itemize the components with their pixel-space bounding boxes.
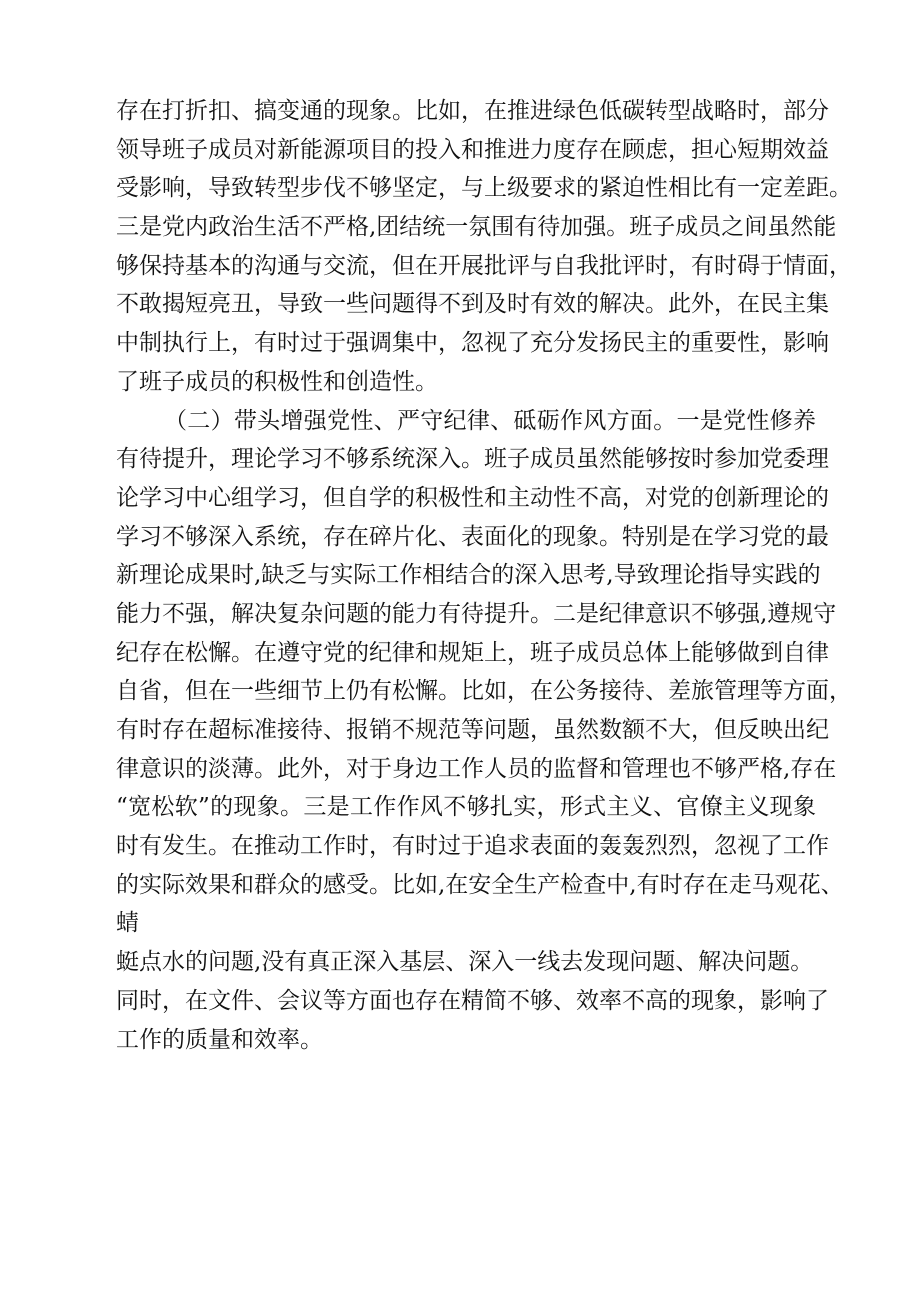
text-line: 有待提升，理论学习不够系统深入。班子成员虽然能够按时参加党委理 <box>116 446 829 473</box>
text-line: 了班子成员的积极性和创造性。 <box>116 368 438 395</box>
text-line: 的实际效果和群众的感受。比如,在安全生产检查中,有时存在走马观花、 <box>116 871 844 898</box>
text-line: 能力不强，解决复杂问题的能力有待提升。二是纪律意识不够强,遵规守 <box>116 600 837 627</box>
text-line: 律意识的淡薄。此外，对于身边工作人员的监督和管理也不够严格,存在 <box>116 755 837 782</box>
text-line: 够保持基本的沟通与交流，但在开展批评与自我批评时，有时碍于情面， <box>116 252 852 279</box>
text-line: 学习不够深入系统，存在碎片化、表面化的现象。特别是在学习党的最 <box>116 523 829 550</box>
section-heading-line: （二）带头增强党性、严守纪律、砥砺作风方面。一是党性修养 <box>164 407 816 434</box>
text-line: 论学习中心组学习，但自学的积极性和主动性不高，对党的创新理论的 <box>116 484 829 511</box>
text-line: 不敢揭短亮丑，导致一些问题得不到及时有效的解决。此外，在民主集 <box>116 291 829 318</box>
text-line: 同时，在文件、会议等方面也存在精简不够、效率不高的现象，影响了 <box>116 987 829 1014</box>
text-line: 领导班子成员对新能源项目的投入和推进力度存在顾虑，担心短期效益 <box>116 136 829 163</box>
text-line: 中制执行上，有时过于强调集中，忽视了充分发扬民主的重要性，影响 <box>116 330 829 357</box>
text-line: 蜻 <box>116 910 139 937</box>
text-line: 工作的质量和效率。 <box>116 1026 323 1053</box>
text-line: 三是党内政治生活不严格,团结统一氛围有待加强。班子成员之间虽然能 <box>116 214 837 241</box>
text-line: 纪存在松懈。在遵守党的纪律和规矩上，班子成员总体上能够做到自律 <box>116 639 829 666</box>
text-line: 有时存在超标准接待、报销不规范等问题，虽然数额不大，但反映出纪 <box>116 717 829 743</box>
text-line: 受影响，导致转型步伐不够坚定，与上级要求的紧迫性相比有一定差距。 <box>116 175 852 202</box>
text-line: “宽松软”的现象。三是工作作风不够扎实，形式主义、官僚主义现象 <box>116 794 816 821</box>
text-line: 时有发生。在推动工作时，有时过于追求表面的轰轰烈烈，忽视了工作 <box>116 833 829 860</box>
document-body <box>116 92 852 1059</box>
text-line: 存在打折扣、搞变通的现象。比如，在推进绿色低碳转型战略时，部分 <box>116 98 829 124</box>
text-line: 新理论成果时,缺乏与实际工作相结合的深入思考,导致理论指导实践的 <box>116 562 821 589</box>
text-line: 蜓点水的问题,没有真正深入基层、深入一线去发现问题、解决问题。 <box>116 949 814 976</box>
text-line: 自省，但在一些细节上仍有松懈。比如，在公务接待、差旅管理等方面， <box>116 678 852 705</box>
